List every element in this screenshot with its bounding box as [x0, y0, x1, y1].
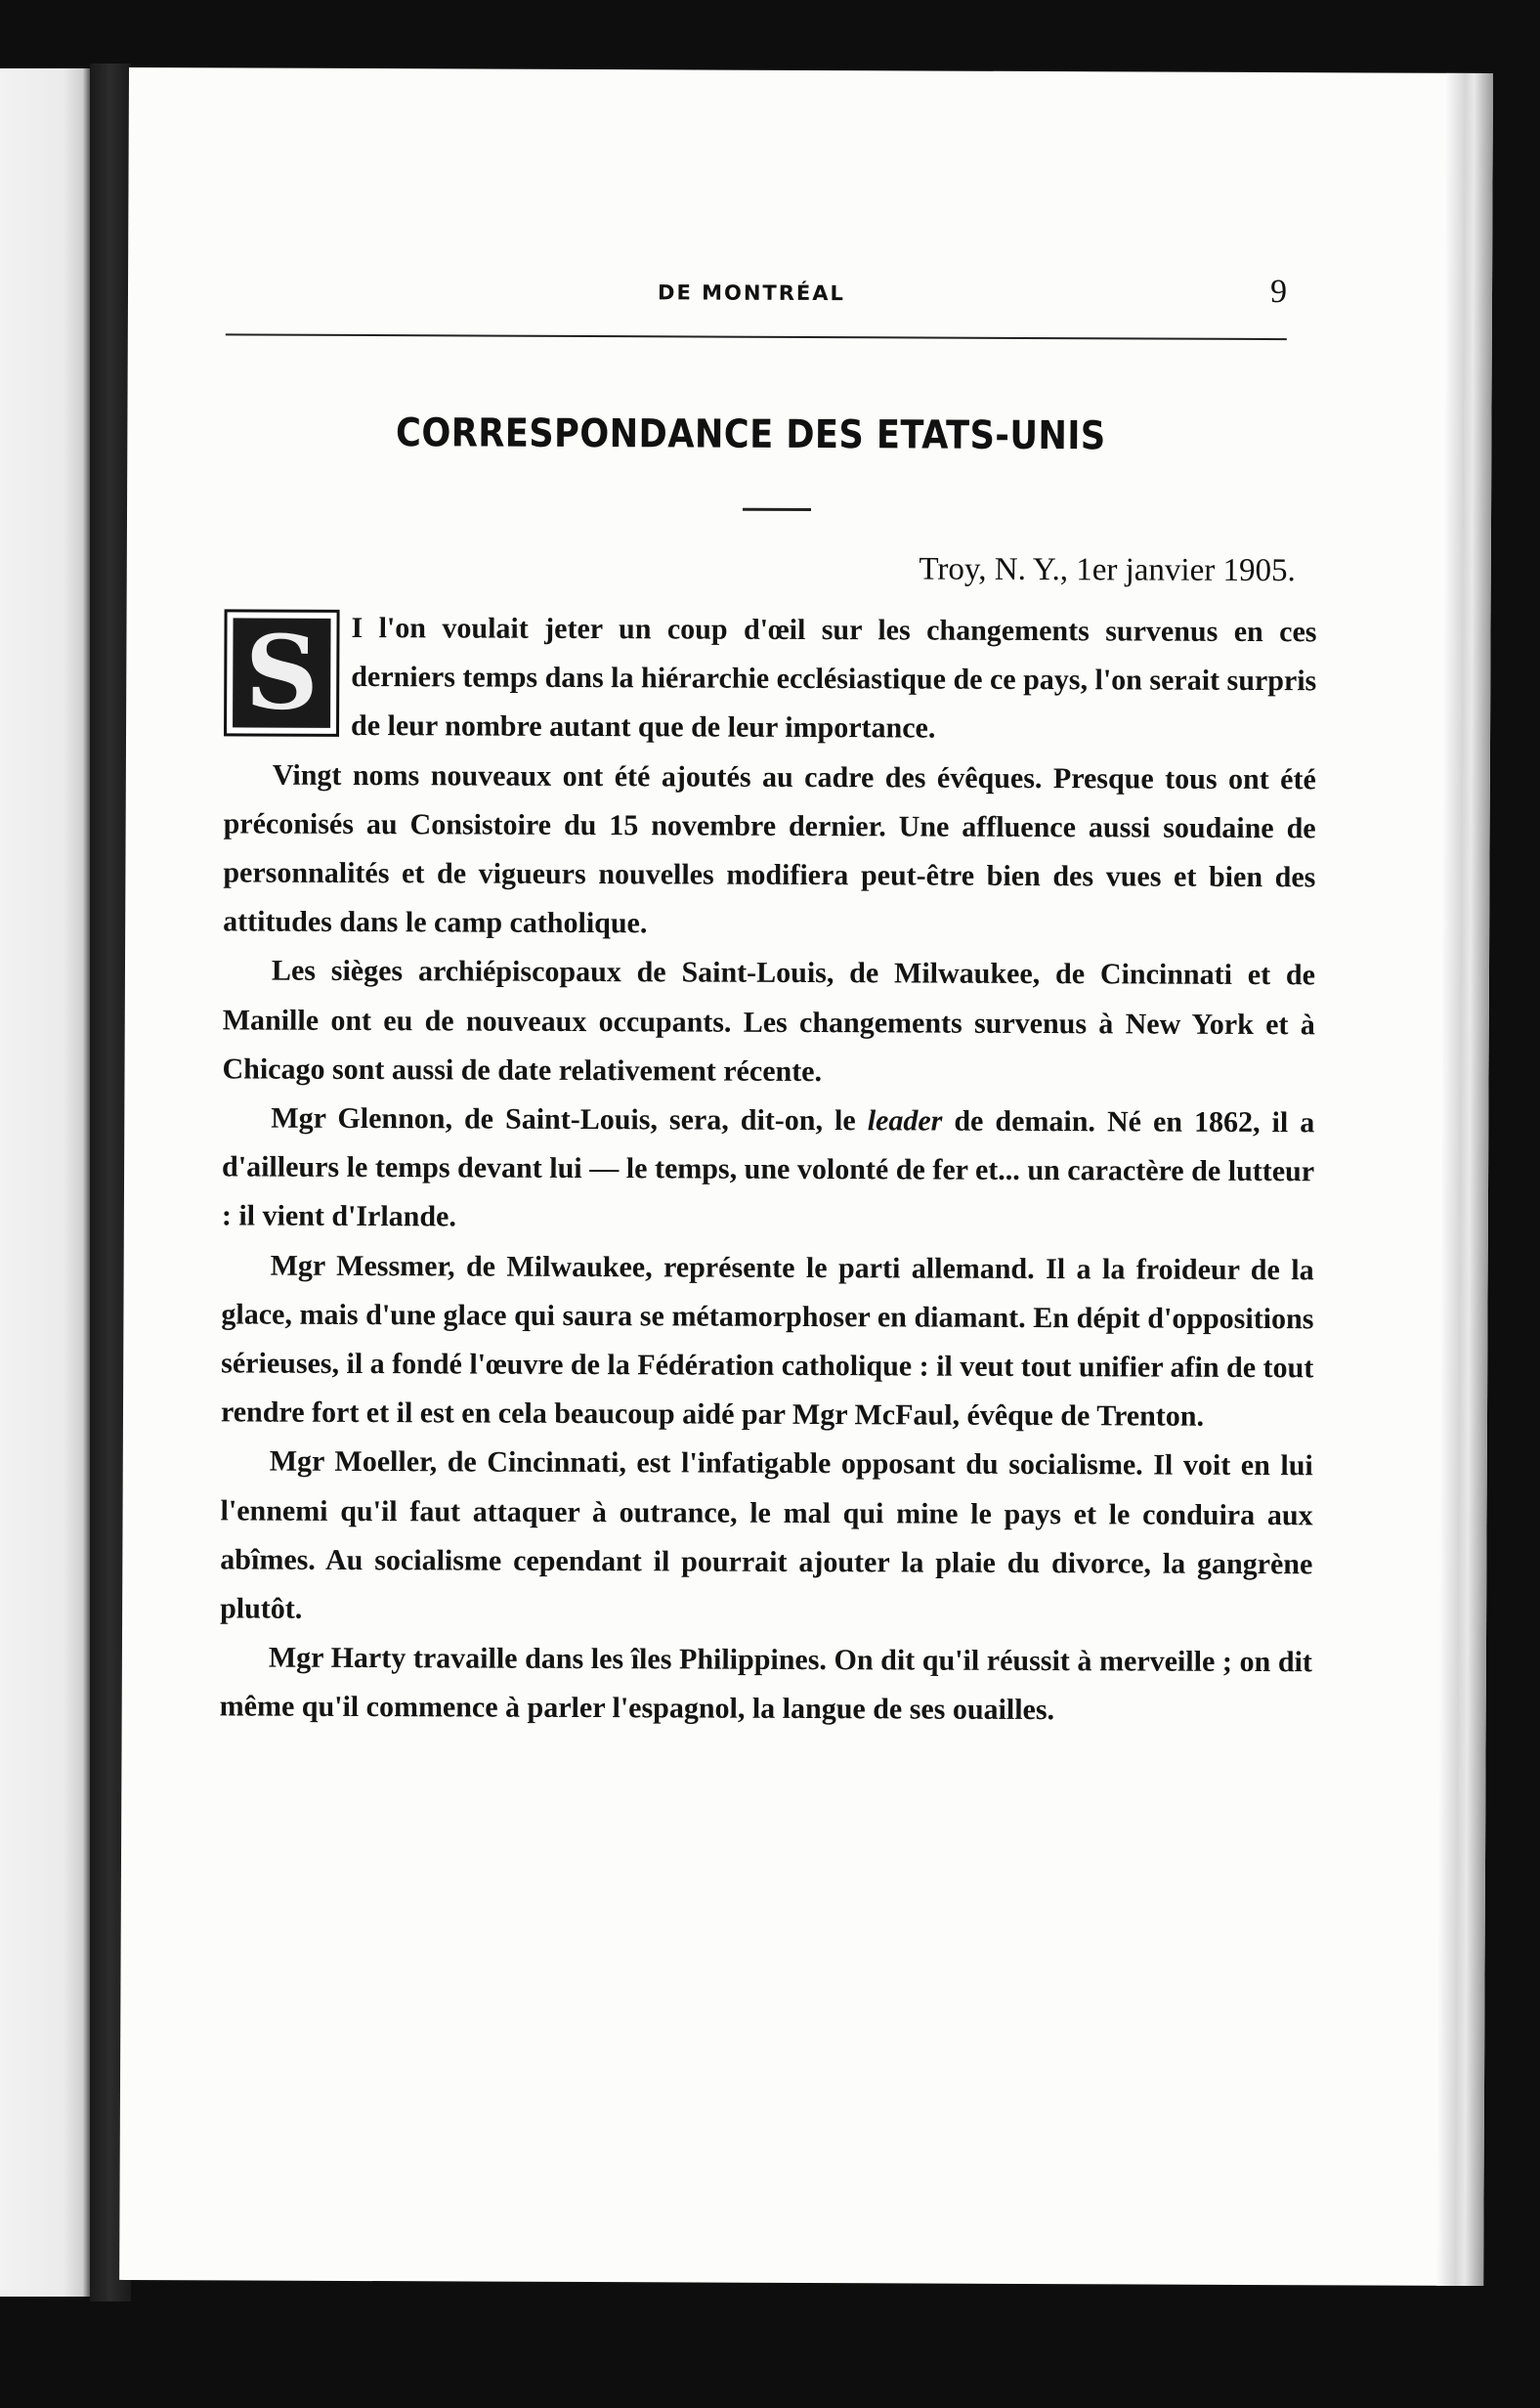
running-head-title: DE MONTRÉAL — [658, 280, 845, 306]
drop-cap-letter: S — [244, 612, 320, 733]
paragraph-text: Vingt noms nouveaux ont été ajoutés au cadre des évêques. Presque tous ont été préconisés au Consistoire du 15 novembre dernier. Une affluence aussi soudaine de personnalités et de vigueurs nouvelles modifiera peut-être bien des vues et bien des attitudes dans le camp catholique. — [223, 758, 1316, 940]
paragraph-text: Les sièges archiépiscopaux de Saint-Louis, de Milwaukee, de Cincinnati et de Manille ont eu de nouveaux occupants. Les changements survenus à New York et à Chicago sont aussi de date relativement récente. — [222, 955, 1316, 1088]
article-title: CORRESPONDANCE DES ETATS-UNIS — [396, 410, 1106, 459]
paragraph-text: Mgr Moeller, de Cincinnati, est l'infatigable opposant du socialisme. Il voit en lui l'ennemi qu'il faut attaquer à outrance, le mal qui mine le pays et le conduira aux abîmes. Au socialisme cependant il pourrait ajouter la plaie du divorce, la gangrène plutôt. — [220, 1445, 1313, 1625]
paragraph — [220, 1438, 1313, 1639]
running-head — [226, 210, 1288, 371]
paragraph-text: Mgr Messmer, de Milwaukee, représente le parti allemand. Il a la froideur de la glace, mais d'une glace qui saura se métamorphoser en diamant. En dépit d'oppositions sérieuses, il a fondé l'œuvre de la Fédération catholique : il veut tout unifier afin de tout rendre fort et il est en cela beaucoup aidé par Mgr McFaul, évêque de Trenton. — [220, 1249, 1314, 1434]
title-separator — [743, 508, 811, 511]
paragraph — [222, 1094, 1315, 1245]
paragraph-text-after: de demain. Né en 1862, il a d'ailleurs le temps devant lui — le temps, une volonté de fer et... un caractère de lutteur : il vient d'Irlande. — [221, 1104, 1315, 1233]
paragraph-text: Mgr Harty travaille dans les îles Philippines. On dit qu'il réussit à merveille ; on dit même qu'il commence à parler l'espagnol, la langue de ses ouailles. — [219, 1641, 1312, 1727]
dateline: Troy, N. Y., 1er janvier 1905. — [919, 551, 1296, 589]
page-edge-shadow — [1436, 73, 1493, 2286]
paragraph — [224, 603, 1317, 754]
header-rule — [226, 333, 1287, 340]
paragraph — [220, 1634, 1312, 1737]
paragraph-text-before: Mgr Glennon, de Saint-Louis, sera, dit-on, le — [271, 1101, 868, 1138]
paragraph — [221, 1241, 1314, 1442]
paragraph — [222, 947, 1315, 1098]
ornamental-drop-cap — [224, 609, 340, 737]
paragraph — [223, 751, 1316, 952]
previous-page-edge — [0, 68, 90, 2297]
book-page — [119, 67, 1493, 2286]
article-body — [220, 603, 1317, 1737]
paragraph-text: I l'on voulait jeter un coup d'œil sur les changements survenus en ces derniers temps dans la hiérarchie ecclésiastique de ce pays, l'on serait surpris de leur nombre autant que de leur importance. — [350, 611, 1317, 745]
italic-word: leader — [867, 1104, 943, 1138]
page-number: 9 — [1269, 274, 1288, 311]
